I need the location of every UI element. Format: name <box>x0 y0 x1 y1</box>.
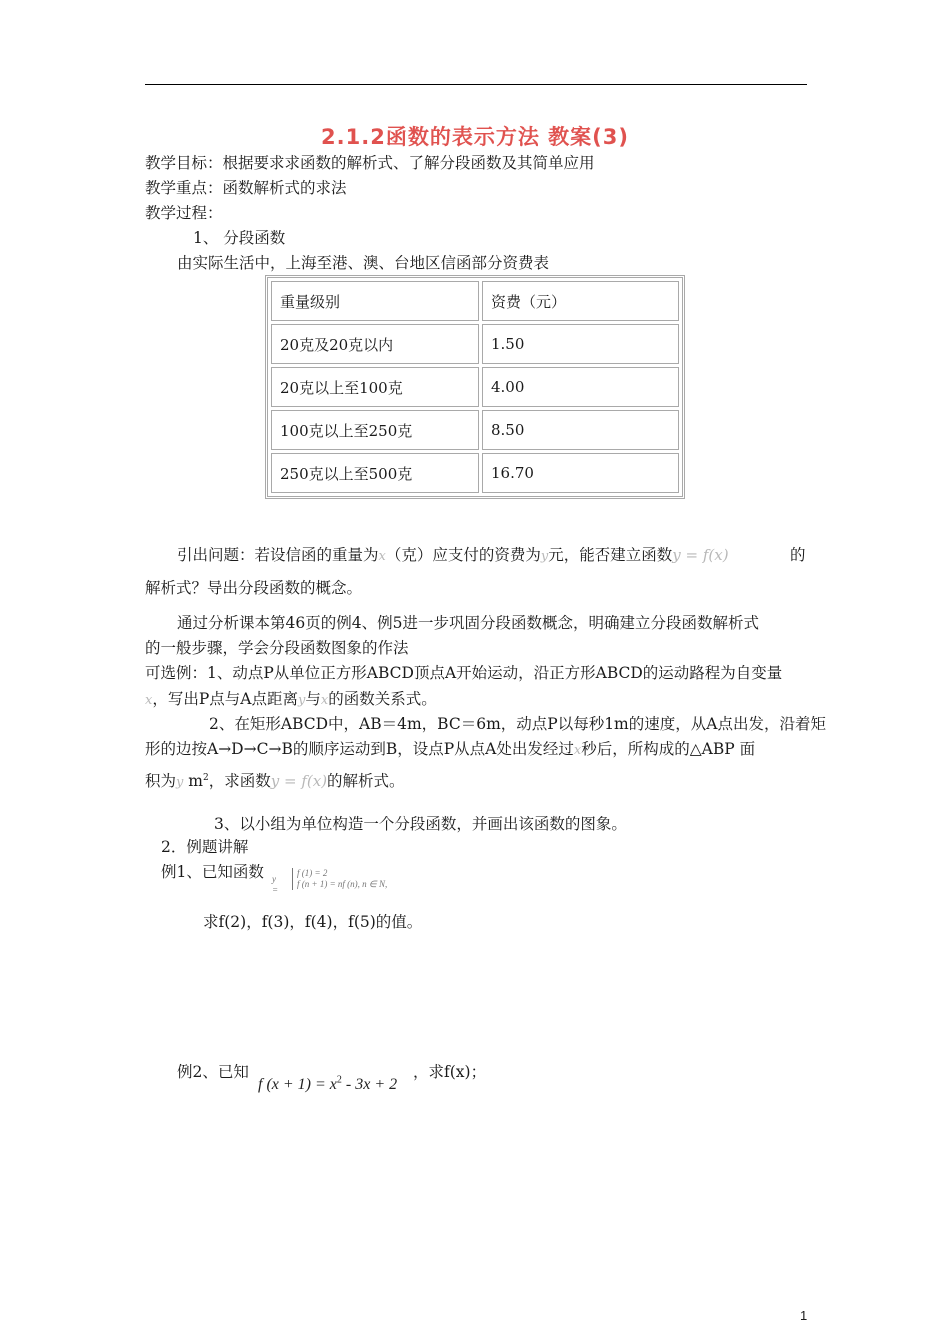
math-function: y = f(x) <box>270 772 328 791</box>
superscript: 2 <box>336 1074 342 1086</box>
optional-line2 <box>145 689 437 711</box>
ex2-text: 的解析式。 <box>327 772 405 791</box>
math-var-y: y <box>176 775 184 791</box>
objective-line: 教学目标：根据要求求函数的解析式、了解分段函数及其简单应用 <box>145 154 595 172</box>
math-var-x: x <box>320 693 329 708</box>
table-cell: 20克以上至100克 <box>271 367 479 407</box>
ex2-text: 积为 <box>145 772 177 791</box>
example2-label: 例2、已知 <box>177 1063 249 1081</box>
example1-question: 求f(2)，f(3)，f(4)，f(5)的值。 <box>203 913 423 931</box>
ex2-line1: 2、在矩形ABCD中，AB＝4m，BC＝6m，动点P以每秒1m的速度，从A点出发，沿着矩 <box>209 715 826 733</box>
ex2-text: m <box>183 772 203 791</box>
table-header-row <box>271 281 679 321</box>
table-row <box>271 324 679 364</box>
table-row <box>271 410 679 450</box>
table-header-cell: 重量级别 <box>271 281 479 321</box>
table-cell: 4.00 <box>482 367 679 407</box>
math-function: y = f(x) <box>672 546 729 564</box>
table-intro: 由实际生活中，上海至港、澳、台地区信函部分资费表 <box>177 254 550 272</box>
optional-text: 的函数关系式。 <box>328 690 437 708</box>
formula-text: f (x + 1) = x <box>258 1076 337 1093</box>
header-rule <box>145 84 807 85</box>
table-cell: 250克以上至500克 <box>271 453 479 493</box>
example2-question: ，求f(x)； <box>413 1063 487 1081</box>
math-var-x: x <box>573 743 582 758</box>
keypoint-line: 教学重点：函数解析式的求法 <box>145 179 347 197</box>
process-label: 教学过程： <box>145 204 223 222</box>
question-line2: 解析式？导出分段函数的概念。 <box>145 579 363 597</box>
table-row <box>271 367 679 407</box>
question-line <box>177 545 729 567</box>
math-var-y: y <box>540 549 549 564</box>
section2-heading: 2．例题讲解 <box>161 838 249 856</box>
system-brace <box>292 868 295 890</box>
optional-text: 与 <box>305 690 321 708</box>
math-var-y: y <box>297 693 306 708</box>
formula-text: - 3x + 2 <box>341 1076 398 1093</box>
table-cell: 16.70 <box>482 453 679 493</box>
question-text: （克）应支付的资费为 <box>385 546 541 564</box>
section1-heading: 1、 分段函数 <box>193 229 286 247</box>
analysis-line2: 的一般步骤，学会分段函数图象的作法 <box>145 639 409 657</box>
table-cell: 8.50 <box>482 410 679 450</box>
table-cell: 100克以上至250克 <box>271 410 479 450</box>
table-cell: 1.50 <box>482 324 679 364</box>
math-var-x: x <box>378 549 386 564</box>
table-header-cell: 资费（元） <box>482 281 679 321</box>
ex2-line2 <box>145 739 755 761</box>
optional-text: ，写出P点与A点距离 <box>152 690 298 708</box>
question-tail: 的 <box>790 546 806 564</box>
page-title: 2.1.2函数的表示方法 教案(3) <box>321 125 629 149</box>
system-line: f (n + 1) = nf (n), n ∈ N, <box>297 879 388 889</box>
ex2-line3 <box>145 768 405 793</box>
fee-table <box>265 275 685 499</box>
system-y: y = <box>272 874 279 895</box>
table-cell: 20克及20克以内 <box>271 324 479 364</box>
superscript: 2 <box>203 773 209 783</box>
table-row <box>271 453 679 493</box>
question-text: 元，能否建立函数 <box>548 546 673 564</box>
ex2-text: ，求函数 <box>208 772 271 791</box>
ex3-line: 3、以小组为单位构造一个分段函数，并画出该函数的图象。 <box>214 815 627 833</box>
math-var-x: x <box>145 693 153 708</box>
analysis-line1: 通过分析课本第46页的例4、例5进一步巩固分段函数概念，明确建立分段函数解析式 <box>177 614 759 632</box>
ex2-text: 秒后，所构成的△ABP 面 <box>581 740 756 758</box>
example2-formula <box>258 1074 397 1094</box>
page-number: 1 <box>800 1308 808 1323</box>
question-text: 引出问题：若设信函的重量为 <box>177 546 379 564</box>
example1-label: 例1、已知函数 <box>161 863 264 881</box>
system-line: f (1) = 2 <box>297 868 328 878</box>
optional-line1: 可选例：1、动点P从单位正方形ABCD顶点A开始运动，沿正方形ABCD的运动路程为自变量 <box>145 664 783 682</box>
ex2-text: 形的边按A→D→C→B的顺序运动到B，设点P从点A处出发经过 <box>145 740 574 758</box>
